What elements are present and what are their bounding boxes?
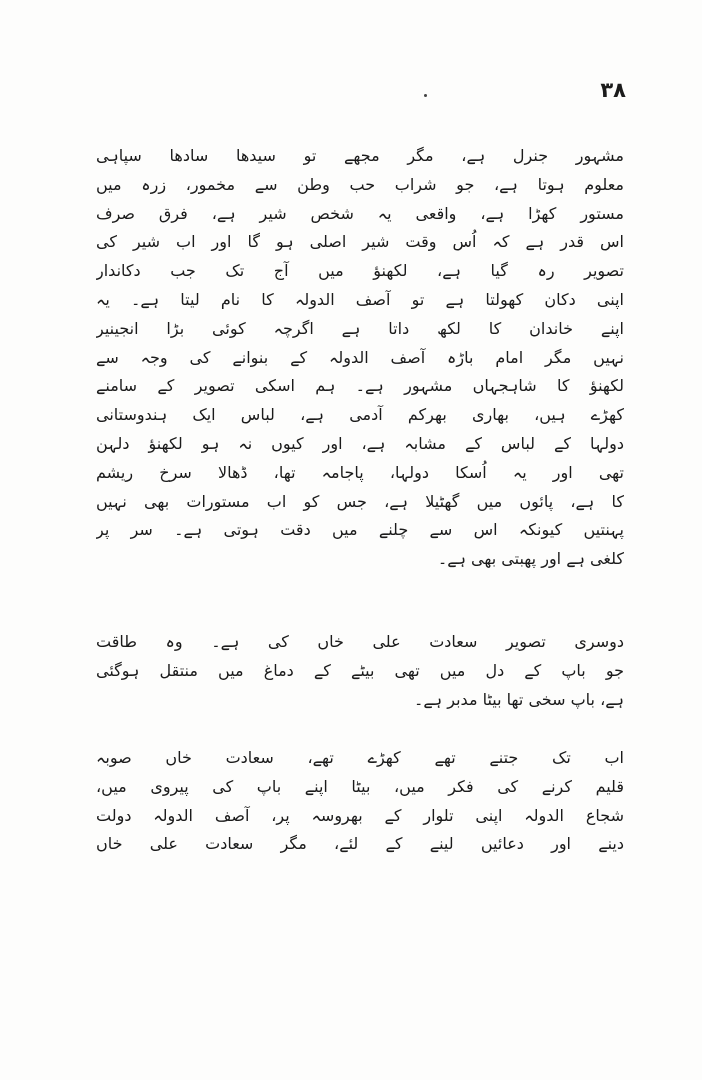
text-line: مستور کھڑا ہے، واقعی یہ شخص شیر ہے، فرق صرف — [96, 203, 624, 223]
text-line: اس قدر ہے کہ اُس وقت شیر اصلی ہو گا اور اب شیر کی — [96, 232, 624, 252]
text-line: دوسری تصویر سعادت علی خاں کی ہے۔ وہ طاقت — [96, 632, 624, 651]
text-line: اپنی دکان کھولتا ہے تو آصف الدولہ کا نام لیتا ہے۔ یہ — [96, 289, 624, 309]
page-number: ۳۸ — [600, 78, 626, 102]
text-line: دینے اور دعائیں لینے کے لئے، مگر سعادت علی خاں — [96, 834, 624, 854]
text-line: نہیں مگر امام باڑہ آصف الدولہ کے بنوانے کی وجہ سے — [96, 347, 624, 367]
paragraph-1 — [96, 142, 624, 574]
text-line: معلوم ہوتا ہے، جو شراب حب وطن سے مخمور، زرہ میں — [96, 174, 624, 194]
text-line: کھڑے ہیں، بھاری بھرکم آدمی ہے، لباس ایک ہندوستانی — [96, 405, 624, 425]
paragraph-3 — [96, 744, 624, 859]
paragraph-2 — [96, 628, 624, 714]
text-line: اپنے خاندان کا لکھ داتا ہے اگرچہ کوئی بڑا انجینیر — [96, 318, 624, 338]
text-line: تھی اور یہ اُسکا دولہا، پاجامہ تھا، ڈھالا سرخ ریشم — [96, 462, 624, 482]
text-line: کلغی ہے اور پھبتی بھی ہے۔ — [437, 549, 624, 569]
text-line: مشہور جنرل ہے، مگر مجھے تو سیدھا سادھا سپاہی — [96, 146, 624, 165]
text-line: جو باپ کے دل میں تھی بیٹے کے دماغ میں منتقل ہوگئی — [96, 660, 624, 680]
text-line: قلیم کرنے کی فکر میں، بیٹا اپنے باپ کی پیروی میں، — [96, 776, 624, 796]
print-speck — [424, 94, 427, 97]
text-line: ہے، باپ سخی تھا بیٹا مدبر ہے۔ — [414, 689, 624, 709]
text-line: کا ہے، پائوں میں گھٹیلا ہے، جس کو اب مستورات بھی نہیں — [96, 491, 624, 511]
text-line: پہنتیں کیونکہ اس سے چلنے میں دقت ہوتی ہے۔ سر پر — [96, 520, 624, 540]
text-line: دولہا کے لباس کے مشابہ ہے، اور کیوں نہ ہو لکھنؤ دلہن — [96, 433, 624, 453]
text-line: شجاع الدولہ اپنی تلوار کے بھروسہ پر، آصف الدولہ دولت — [96, 805, 624, 825]
text-line: اب تک جتنے تھے کھڑے تھے، سعادت خاں صوبہ — [96, 748, 624, 767]
text-line: لکھنؤ کا شاہجہاں مشہور ہے۔ ہم اسکی تصویر کے سامنے — [96, 376, 624, 396]
text-line: تصویر رہ گیا ہے، لکھنؤ میں آج تک جب دکاندار — [96, 261, 624, 281]
